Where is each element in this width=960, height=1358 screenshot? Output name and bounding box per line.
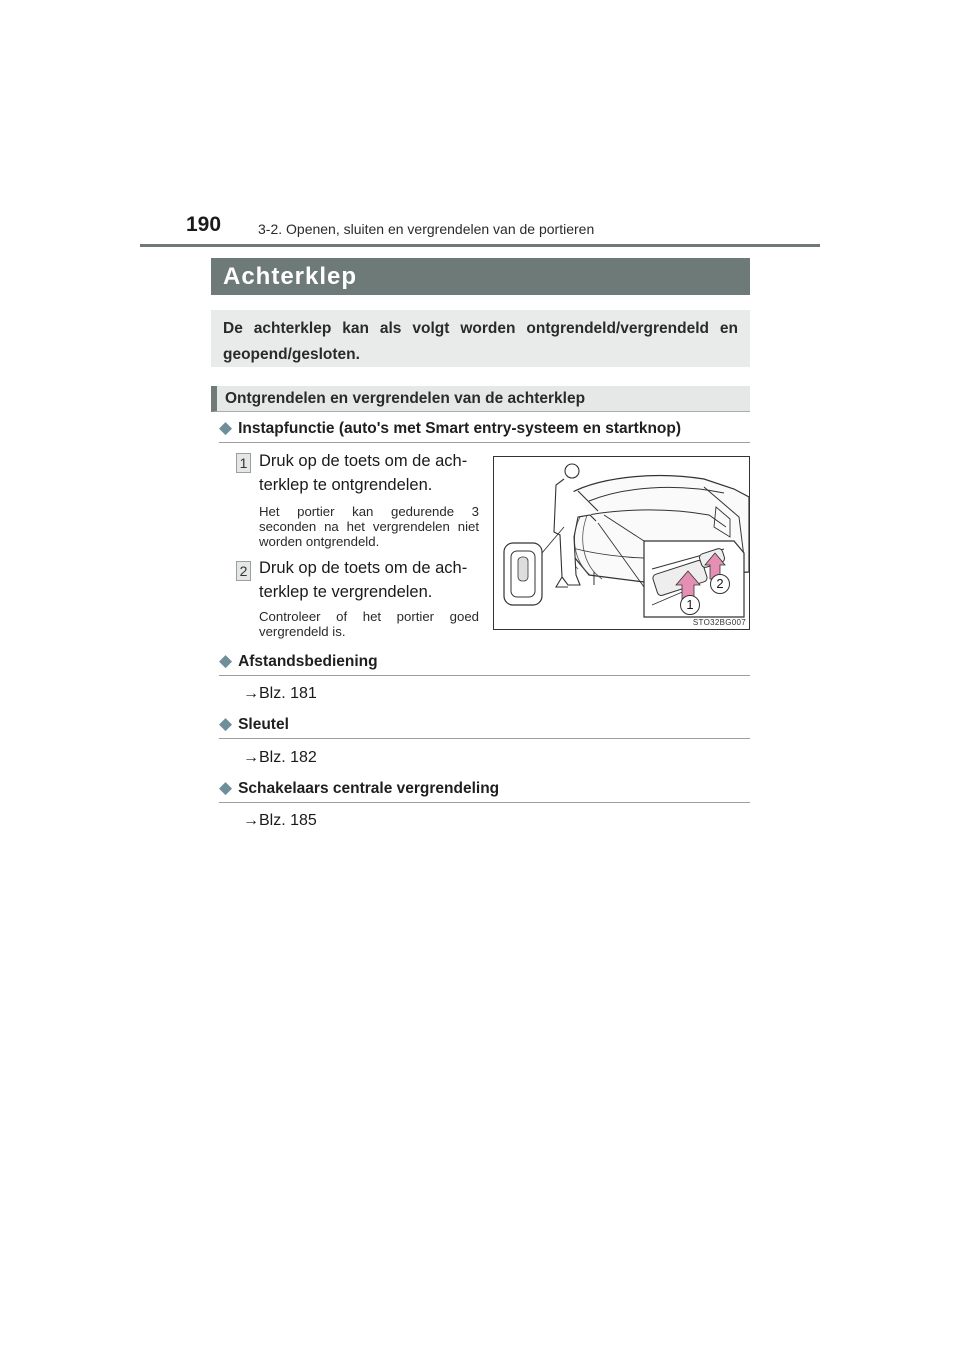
step-note-1: Het portier kan gedurende 3 seconden na het vergrendelen niet worden ontgrendeld. — [259, 504, 479, 549]
feature-heading-remote — [219, 651, 750, 676]
section-title: Achterklep — [211, 258, 750, 295]
illustration-drawing — [494, 457, 751, 631]
subsection-title: Ontgrendelen en vergrendelen van de achterklep — [211, 386, 750, 412]
page-ref-185: →Blz. 185 — [243, 812, 317, 829]
feature-heading-label: Schakelaars centrale vergrendeling — [238, 780, 500, 797]
step-number-1: 1 — [236, 453, 251, 473]
callout-2: 2 — [710, 574, 730, 594]
page-number: 190 — [186, 213, 222, 236]
feature-heading-label: Instapfunctie (auto's met Smart entry-systeem en startknop) — [238, 420, 682, 437]
diamond-icon: ◆ — [219, 714, 233, 733]
tailgate-illustration — [493, 456, 750, 630]
feature-heading-label: Afstandsbediening — [238, 653, 378, 670]
page-ref-182: →Blz. 182 — [243, 749, 317, 766]
step-text-2: Druk op de toets om de ach-terklep te vergrendelen. — [259, 559, 468, 601]
feature-heading-central-lock — [219, 778, 750, 803]
page-ref-181: →Blz. 181 — [243, 685, 317, 702]
step-number-2: 2 — [236, 561, 251, 581]
diamond-icon: ◆ — [219, 418, 233, 437]
feature-heading-key — [219, 714, 750, 739]
step-note-2: Controleer of het portier goed vergrendeld is. — [259, 609, 479, 639]
section-intro: De achterklep kan als volgt worden ontgrendeld/vergrendeld en geopend/gesloten. — [211, 310, 750, 367]
diamond-icon: ◆ — [219, 778, 233, 797]
feature-heading-label: Sleutel — [238, 716, 289, 733]
illustration-code: STO32BG007 — [692, 618, 746, 627]
running-head: 3-2. Openen, sluiten en vergrendelen van de portieren — [258, 221, 595, 237]
header-rule — [140, 244, 820, 247]
diamond-icon: ◆ — [219, 651, 233, 670]
callout-1: 1 — [680, 595, 700, 615]
step-text-1: Druk op de toets om de ach-terklep te ontgrendelen. — [259, 452, 468, 494]
feature-heading-entry — [219, 418, 750, 443]
